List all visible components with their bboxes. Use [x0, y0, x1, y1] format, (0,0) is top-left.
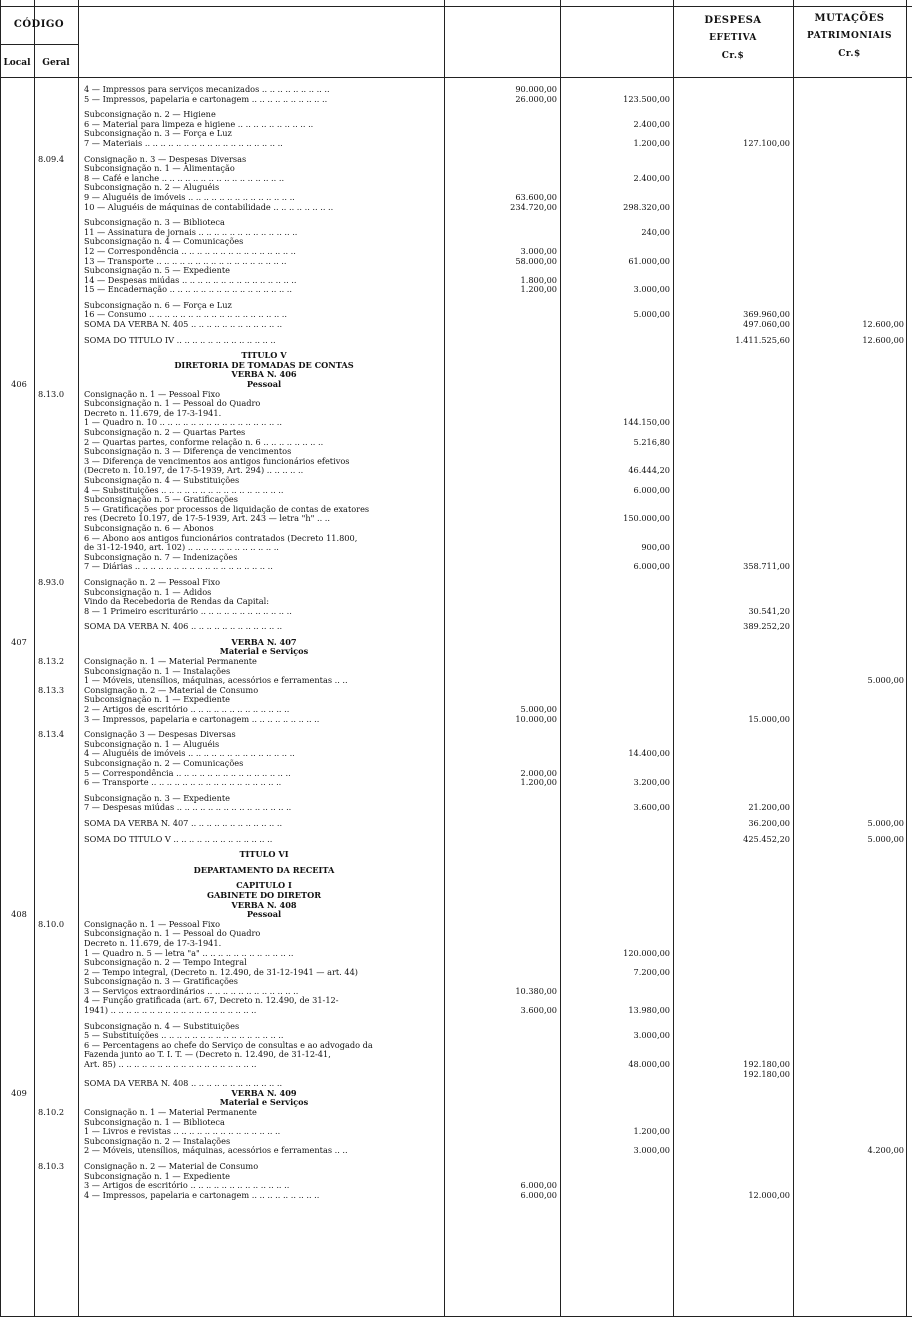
amount-col2: 2.400,00 [633, 172, 670, 183]
top-rule [0, 6, 912, 7]
row-description: Consignação 3 — Despesas Diversas [84, 730, 236, 740]
ledger-row [0, 85, 912, 95]
ledger-row [0, 276, 912, 286]
amount-col1: 63.600,00 [515, 191, 557, 202]
ledger-row [0, 891, 912, 901]
amount-col2: 2.400,00 [633, 118, 670, 129]
ledger-row [0, 361, 912, 371]
geral-code: 8.13.4 [38, 729, 65, 740]
row-description: 1 — Quadro n. 5 — letra "a" .. .. .. .. .. .. .. .. .. .. .. .. [84, 948, 294, 958]
mutacoes-amount: 5.000,00 [867, 675, 904, 686]
row-description: Subconsignação n. 3 — Gratificações [84, 977, 238, 987]
row-description: 12 — Correspondência .. .. .. .. .. .. .. .. .. .. .. .. .. .. .. [84, 246, 296, 256]
row-description: Pessoal [246, 910, 282, 920]
row-description: Fazenda junto ao T. I. T. — (Decreto n. 12.490, de 31-12-41, [84, 1050, 331, 1060]
amount-col1: 90.000,00 [515, 84, 557, 94]
despesa-efetiva-amount: 21.200,00 [748, 802, 790, 813]
despesa-efetiva-amount: 30.541,20 [748, 605, 790, 616]
row-description: Consignação n. 2 — Material de Consumo [84, 1161, 259, 1171]
ledger-row [0, 1118, 912, 1128]
amount-col1: 5.000,00 [520, 704, 557, 715]
despesa-efetiva-amount: 15.000,00 [748, 713, 790, 724]
despesa-efetiva-amount: 192.180,00 [743, 1068, 790, 1079]
despesa-efetiva-amount: 389.252,20 [743, 621, 790, 632]
row-description: VERBA N. 408 [231, 900, 297, 910]
ledger-row [0, 622, 912, 632]
row-description: SOMA DO TÍTULO IV .. .. .. .. .. .. .. .. .. .. .. .. .. [84, 335, 276, 345]
row-description: res (Decreto 10.197, de 17-5-1939, Art. 243 — letra "h" .. .. [84, 514, 330, 524]
row-description: Consignação n. 2 — Pessoal Fixo [84, 577, 221, 587]
ledger-row [0, 968, 912, 978]
row-description: 6 — Transporte .. .. .. .. .. .. .. .. .. .. .. .. .. .. .. .. .. [84, 778, 282, 788]
mutacoes-currency: Cr.$ [838, 49, 861, 59]
despesa-efetiva-amount: 192.180,00 [743, 1059, 790, 1070]
ledger-row [0, 730, 912, 740]
ledger-row [0, 110, 912, 120]
amount-col2: 5.216,80 [633, 436, 670, 447]
amount-col2: 6.000,00 [633, 484, 670, 495]
row-description: VERBA N. 407 [231, 637, 297, 647]
ledger-row [0, 819, 912, 829]
amount-col2: 1.200,00 [633, 1126, 670, 1137]
row-description: Subconsignação n. 5 — Gratificações [84, 495, 238, 505]
row-description: Subconsignação n. 6 — Abonos [84, 523, 214, 533]
ledger-row [0, 749, 912, 759]
ledger-row [0, 1191, 912, 1201]
ledger-row [0, 686, 912, 696]
geral-code: 8.10.2 [38, 1107, 65, 1117]
ledger-row [0, 418, 912, 428]
ledger-row [0, 257, 912, 267]
bottom-rule [0, 1316, 912, 1317]
row-description: 6 — Abono aos antigos funcionários contratados (Decreto 11.800, [84, 533, 358, 543]
row-description: 5 — Substituições .. .. .. .. .. .. .. .. .. .. .. .. .. .. .. .. [84, 1031, 284, 1041]
row-description: 2 — Tempo integral, (Decreto n. 12.490, de 31-12-1941 — art. 44) [84, 967, 358, 977]
row-description: 6 — Percentagens ao chefe do Serviço de consultas e ao advogado da [84, 1040, 373, 1050]
ledger-row [0, 638, 912, 648]
ledger-row [0, 759, 912, 769]
row-description: Subconsignação n. 1 — Expediente [84, 1171, 230, 1181]
amount-col2: 900,00 [641, 542, 670, 553]
row-description: Subconsignação n. 4 — Substituições [84, 475, 240, 485]
row-description: Subconsignação n. 1 — Alimentação [84, 164, 235, 174]
local-code: 409 [11, 1087, 27, 1098]
amount-col2: 7.200,00 [633, 966, 670, 977]
ledger-row [0, 939, 912, 949]
ledger-row [0, 174, 912, 184]
ledger-row [0, 1108, 912, 1118]
row-description: Subconsignação n. 3 — Expediente [84, 793, 230, 803]
row-description: 1941) .. .. .. .. .. .. .. .. .. .. .. .. .. .. .. .. .. .. .. [84, 1006, 257, 1016]
row-description: TÍTULO VI [239, 850, 289, 860]
amount-col2: 1.200,00 [633, 137, 670, 148]
amount-col1: 3.600,00 [520, 1005, 557, 1016]
ledger-row [0, 1006, 912, 1016]
ledger-row [0, 247, 912, 257]
row-description: Subconsignação n. 1 — Expediente [84, 695, 230, 705]
row-description: Subconsignação n. 3 — Força e Luz [84, 129, 232, 139]
row-description: Consignação n. 2 — Material de Consumo [84, 685, 259, 695]
geral-code: 8.10.0 [38, 918, 65, 929]
row-description: DIRETORIA DE TOMADAS DE CONTAS [174, 360, 354, 370]
ledger-row [0, 457, 912, 467]
geral-code: 8.93.0 [38, 576, 65, 587]
ledger-row [0, 514, 912, 524]
row-description: 4 — Aluguéis de imóveis .. .. .. .. .. .. .. .. .. .. .. .. .. .. [84, 749, 295, 759]
despesa-efetiva-amount: 12.000,00 [748, 1189, 790, 1200]
row-description: 4 — Impressos para serviços mecanizados .. .. .. .. .. .. .. .. .. [84, 85, 330, 94]
row-description: de 31-12-1940, art. 102) .. .. .. .. .. .. .. .. .. .. .. .. [84, 543, 279, 553]
row-description: SOMA DA VERBA N. 407 .. .. .. .. .. .. .. .. .. .. .. .. [84, 818, 283, 828]
ledger-row [0, 1070, 912, 1080]
amount-col1: 234.720,00 [510, 201, 557, 212]
row-description: 14 — Despesas miúdas .. .. .. .. .. .. .. .. .. .. .. .. .. .. .. [84, 275, 297, 285]
amount-col2: 3.600,00 [633, 802, 670, 813]
ledger-row [0, 164, 912, 174]
amount-col1: 3.000,00 [520, 245, 557, 256]
ledger-row [0, 901, 912, 911]
row-description: Consignação n. 1 — Material Permanente [84, 657, 257, 667]
row-description: 6 — Material para limpeza e higiene .. .. .. .. .. .. .. .. .. .. [84, 119, 314, 129]
amount-col2: 61.000,00 [628, 255, 670, 266]
local-code: 407 [11, 636, 27, 647]
ledger-row [0, 578, 912, 588]
row-description: SOMA DA VERBA N. 405 .. .. .. .. .. .. .. .. .. .. .. .. [84, 320, 283, 330]
row-description: 7 — Materiais .. .. .. .. .. .. .. .. .. .. .. .. .. .. .. .. .. .. [84, 138, 283, 148]
ledger-row [0, 588, 912, 598]
ledger-row [0, 237, 912, 247]
row-description: 9 — Aluguéis de imóveis .. .. .. .. .. .. .. .. .. .. .. .. .. .. [84, 192, 295, 202]
row-description: 7 — Despesas miúdas .. .. .. .. .. .. .. .. .. .. .. .. .. .. .. [84, 803, 292, 813]
row-description: GABINETE DO DIRETOR [206, 890, 322, 900]
ledger-row [0, 740, 912, 750]
ledger-row [0, 1079, 912, 1089]
ledger-row [0, 562, 912, 572]
row-description: 8 — 1 Primeiro escriturário .. .. .. .. .. .. .. .. .. .. .. .. [84, 606, 292, 616]
ledger-row [0, 920, 912, 930]
amount-col2: 3.000,00 [633, 1030, 670, 1041]
row-description: 4 — Impressos, papelaria e cartonagem .. .. .. .. .. .. .. .. .. [84, 1190, 320, 1200]
row-description: 1 — Quadro n. 10 .. .. .. .. .. .. .. .. .. .. .. .. .. .. .. .. [84, 418, 282, 428]
ledger-row [0, 715, 912, 725]
ledger-row [0, 835, 912, 845]
row-description: 2 — Móveis, utensílios, máquinas, acessórios e ferramentas .. .. [84, 1146, 348, 1156]
amount-col2: 5.000,00 [633, 309, 670, 320]
ledger-row [0, 486, 912, 496]
row-description: Art. 85) .. .. .. .. .. .. .. .. .. .. .. .. .. .. .. .. .. .. [84, 1060, 257, 1070]
row-description: Material e Serviços [219, 1098, 309, 1108]
local-code: 408 [11, 909, 27, 920]
geral-code: 8.09.4 [38, 153, 65, 164]
row-description: Subconsignação n. 2 — Comunicações [84, 759, 244, 768]
ledger-row [0, 380, 912, 390]
ledger-row [0, 336, 912, 346]
despesa-efetiva-amount: 36.200,00 [748, 817, 790, 828]
ledger-row [0, 667, 912, 677]
header-bottom-rule [0, 77, 912, 78]
amount-col1: 1.200,00 [520, 777, 557, 788]
row-description: VERBA N. 406 [231, 370, 297, 380]
row-description: Decreto n. 11.679, de 17-3-1941. [84, 938, 222, 948]
despesa-efetiva-amount: 497.060,00 [743, 319, 790, 330]
ledger-row [0, 987, 912, 997]
row-description: Subconsignação n. 1 — Instalações [84, 666, 231, 676]
row-description: DEPARTAMENTO DA RECEITA [193, 865, 335, 875]
row-description: 16 — Consumo .. .. .. .. .. .. .. .. .. .. .. .. .. .. .. .. .. .. [84, 310, 287, 320]
ledger-row [0, 1089, 912, 1099]
ledger-row [0, 139, 912, 149]
row-description: 4 — Função gratificada (art. 67, Decreto n. 12.490, de 31-12- [84, 996, 339, 1006]
amount-col2: 150.000,00 [623, 513, 670, 524]
row-description: CAPÍTULO I [236, 881, 292, 891]
amount-col1: 6.000,00 [520, 1180, 557, 1191]
row-description: SOMA DO TÍTULO V .. .. .. .. .. .. .. .. .. .. .. .. .. [84, 834, 273, 844]
row-description: 11 — Assinatura de jornais .. .. .. .. .. .. .. .. .. .. .. .. .. [84, 227, 298, 237]
amount-col1: 58.000,00 [515, 255, 557, 266]
ledger-row [0, 447, 912, 457]
row-description: Subconsignação n. 2 — Quartas Partes [84, 428, 246, 437]
row-description: Subconsignação n. 1 — Pessoal do Quadro [84, 399, 261, 409]
ledger-row [0, 949, 912, 959]
amount-col2: 13.980,00 [628, 1005, 670, 1016]
despesa-efetiva-amount: 425.452,20 [743, 833, 790, 844]
ledger-row [0, 390, 912, 400]
ledger-lines [0, 85, 912, 1200]
row-description: Subconsignação n. 1 — Pessoal do Quadro [84, 929, 261, 939]
row-description: Subconsignação n. 2 — Instalações [84, 1136, 231, 1146]
row-description: 15 — Encadernação .. .. .. .. .. .. .. .. .. .. .. .. .. .. .. .. [84, 285, 293, 295]
row-description: SOMA DA VERBA N. 408 .. .. .. .. .. .. .. .. .. .. .. .. [84, 1079, 283, 1089]
ledger-row [0, 320, 912, 330]
amount-col1: 1.200,00 [520, 284, 557, 295]
local-header: Local [3, 58, 31, 68]
row-description: 10 — Aluguéis de máquinas de contabilidade .. .. .. .. .. .. .. .. [84, 202, 334, 212]
mutacoes-amount: 5.000,00 [867, 817, 904, 828]
ledger-row [0, 977, 912, 987]
geral-code: 8.13.3 [38, 684, 65, 695]
amount-col1: 10.380,00 [515, 985, 557, 996]
amount-col2: 120.000,00 [623, 947, 670, 958]
mutacoes-amount: 4.200,00 [867, 1145, 904, 1156]
row-description: 5 — Gratificações por processos de liquidação de contas de exatores [84, 504, 370, 514]
row-description: Subconsignação n. 3 — Diferença de vencimentos [84, 447, 292, 457]
row-description: Subconsignação n. 3 — Biblioteca [84, 218, 225, 228]
ledger-row [0, 866, 912, 876]
amount-col2: 14.400,00 [628, 748, 670, 759]
row-description: Subconsignação n. 2 — Aluguéis [84, 183, 220, 193]
ledger-row [0, 120, 912, 130]
row-description: 3 — Impressos, papelaria e cartonagem .. .. .. .. .. .. .. .. .. [84, 714, 320, 724]
row-description: Consignação n. 1 — Pessoal Fixo [84, 919, 221, 929]
ledger-row [0, 607, 912, 617]
patrimoniais-header: PATRIMONIAIS [807, 31, 892, 41]
row-description: Consignação n. 1 — Pessoal Fixo [84, 389, 221, 399]
local-code: 406 [11, 379, 27, 390]
ledger-row [0, 193, 912, 203]
row-description: 1 — Livros e revistas .. .. .. .. .. .. .. .. .. .. .. .. .. .. [84, 1127, 281, 1137]
amount-col2: 3.000,00 [633, 1145, 670, 1156]
ledger-row [0, 657, 912, 667]
ledger-row [0, 1098, 912, 1108]
amount-col1: 10.000,00 [515, 713, 557, 724]
ledger-row [0, 495, 912, 505]
row-description: 8 — Café e lanche .. .. .. .. .. .. .. .. .. .. .. .. .. .. .. .. [84, 173, 285, 183]
ledger-row [0, 505, 912, 515]
amount-col2: 123.500,00 [623, 93, 670, 104]
efetiva-header: EFETIVA [709, 33, 757, 43]
ledger-row [0, 351, 912, 361]
ledger-row [0, 183, 912, 193]
amount-col2: 3.000,00 [633, 284, 670, 295]
row-description: 4 — Substituições .. .. .. .. .. .. .. .. .. .. .. .. .. .. .. .. [84, 485, 284, 495]
ledger-row [0, 769, 912, 779]
amount-col2: 298.320,00 [623, 201, 670, 212]
row-description: Vindo da Recebedoria de Rendas da Capital: [84, 597, 270, 607]
ledger-row [0, 647, 912, 657]
ledger-row [0, 850, 912, 860]
ledger-row [0, 1022, 912, 1032]
row-description: Subconsignação n. 1 — Aluguéis [84, 739, 220, 749]
ledger-row [0, 1031, 912, 1041]
despesa-efetiva-amount: 369.960,00 [743, 309, 790, 320]
row-description: VERBA N. 409 [231, 1088, 297, 1098]
row-description: 3 — Serviços extraordinários .. .. .. .. .. .. .. .. .. .. .. .. [84, 986, 299, 996]
ledger-row [0, 1146, 912, 1156]
geral-code: 8.13.2 [38, 656, 65, 667]
ledger-row [0, 266, 912, 276]
ledger-row [0, 203, 912, 213]
row-description: 5 — Impressos, papelaria e cartonagem .. .. .. .. .. .. .. .. .. .. [84, 94, 328, 104]
amount-col1: 26.000,00 [515, 93, 557, 104]
row-description: 1 — Móveis, utensílios, máquinas, acessórios e ferramentas .. .. [84, 676, 348, 686]
codigo-header: CÓDIGO [13, 19, 65, 30]
mutacoes-amount: 12.600,00 [862, 334, 904, 345]
header-divider [0, 44, 78, 45]
row-description: Subconsignação n. 6 — Força e Luz [84, 300, 232, 310]
row-description: Subconsignação n. 4 — Comunicações [84, 237, 244, 247]
amount-col2: 48.000,00 [628, 1059, 670, 1070]
despesa-header: DESPESA [704, 15, 762, 26]
row-description: 3 — Diferença de vencimentos aos antigos funcionários efetivos [84, 456, 350, 466]
row-description: TÍTULO V [241, 351, 287, 361]
row-description: Subconsignação n. 1 — Adidos [84, 587, 212, 597]
ledger-row [0, 803, 912, 813]
ledger-row [0, 1172, 912, 1182]
ledger-row [0, 476, 912, 486]
ledger-row [0, 524, 912, 534]
ledger-row [0, 1041, 912, 1051]
row-description: Subconsignação n. 7 — Indenizações [84, 552, 238, 562]
mutacoes-amount: 5.000,00 [867, 833, 904, 844]
amount-col2: 144.150,00 [623, 417, 670, 428]
row-description: Subconsignação n. 5 — Expediente [84, 266, 230, 276]
ledger-row [0, 695, 912, 705]
row-description: Consignação n. 3 — Despesas Diversas [84, 154, 247, 164]
ledger-row [0, 1137, 912, 1147]
mutacoes-header: MUTAÇÕES [814, 13, 885, 24]
row-description: Subconsignação n. 1 — Biblioteca [84, 1117, 225, 1127]
ledger-row [0, 438, 912, 448]
row-description: Subconsignação n. 2 — Tempo Integral [84, 958, 247, 968]
mutacoes-amount: 12.600,00 [862, 319, 904, 330]
row-description: 5 — Correspondência .. .. .. .. .. .. .. .. .. .. .. .. .. .. .. [84, 768, 291, 778]
ledger-row [0, 428, 912, 438]
row-description: Material e Serviços [219, 647, 309, 657]
amount-col2: 6.000,00 [633, 561, 670, 572]
ledger-row [0, 929, 912, 939]
geral-header: Geral [42, 58, 70, 68]
ledger-row [0, 1127, 912, 1137]
despesa-efetiva-amount: 127.100,00 [743, 137, 790, 148]
row-description: SOMA DA VERBA N. 406 .. .. .. .. .. .. .. .. .. .. .. .. [84, 622, 283, 632]
row-description: Subconsignação n. 2 — Higiene [84, 110, 216, 120]
ledger-row [0, 228, 912, 238]
row-description: Subconsignação n. 4 — Substituições [84, 1021, 240, 1031]
row-description: 3 — Artigos de escritório .. .. .. .. .. .. .. .. .. .. .. .. .. [84, 1181, 290, 1191]
ledger-row [0, 958, 912, 968]
amount-col1: 1.800,00 [520, 274, 557, 285]
ledger-row [0, 285, 912, 295]
amount-col1: 6.000,00 [520, 1189, 557, 1200]
despesa-currency: Cr.$ [721, 51, 745, 61]
row-description: Decreto n. 11.679, de 17-3-1941. [84, 408, 222, 418]
ledger-row [0, 543, 912, 553]
ledger-row [0, 399, 912, 409]
ledger-row [0, 881, 912, 891]
row-description: 2 — Artigos de escritório .. .. .. .. .. .. .. .. .. .. .. .. .. [84, 705, 290, 715]
row-description: 7 — Diárias .. .. .. .. .. .. .. .. .. .. .. .. .. .. .. .. .. .. [84, 562, 273, 572]
row-description: (Decreto n. 10.197, de 17-5-1939, Art. 294) .. .. .. .. .. [84, 466, 304, 476]
row-description: 2 — Quartas partes, conforme relação n. 6 .. .. .. .. .. .. .. .. [84, 437, 324, 447]
row-description: 13 — Transporte .. .. .. .. .. .. .. .. .. .. .. .. .. .. .. .. .. [84, 256, 287, 266]
amount-col2: 240,00 [641, 226, 670, 237]
row-description: Consignação n. 1 — Material Permanente [84, 1108, 257, 1117]
geral-code: 8.10.3 [38, 1160, 65, 1171]
despesa-efetiva-amount: 1.411.525,60 [735, 334, 790, 345]
ledger-row [0, 155, 912, 165]
ledger-row [0, 370, 912, 380]
ledger-row [0, 218, 912, 228]
amount-col1: 2.000,00 [520, 767, 557, 778]
amount-col2: 46.444,20 [628, 465, 670, 476]
ledger-row [0, 1162, 912, 1172]
ledger-row [0, 996, 912, 1006]
amount-col2: 3.200,00 [633, 777, 670, 788]
ledger-row [0, 910, 912, 920]
ledger-row [0, 95, 912, 105]
ledger-row [0, 534, 912, 544]
despesa-efetiva-amount: 358.711,00 [743, 561, 790, 572]
ledger-row [0, 676, 912, 686]
ledger-row [0, 778, 912, 788]
ledger-row [0, 409, 912, 419]
row-description: Pessoal [246, 380, 282, 390]
ledger-row [0, 466, 912, 476]
geral-code: 8.13.0 [38, 388, 65, 399]
